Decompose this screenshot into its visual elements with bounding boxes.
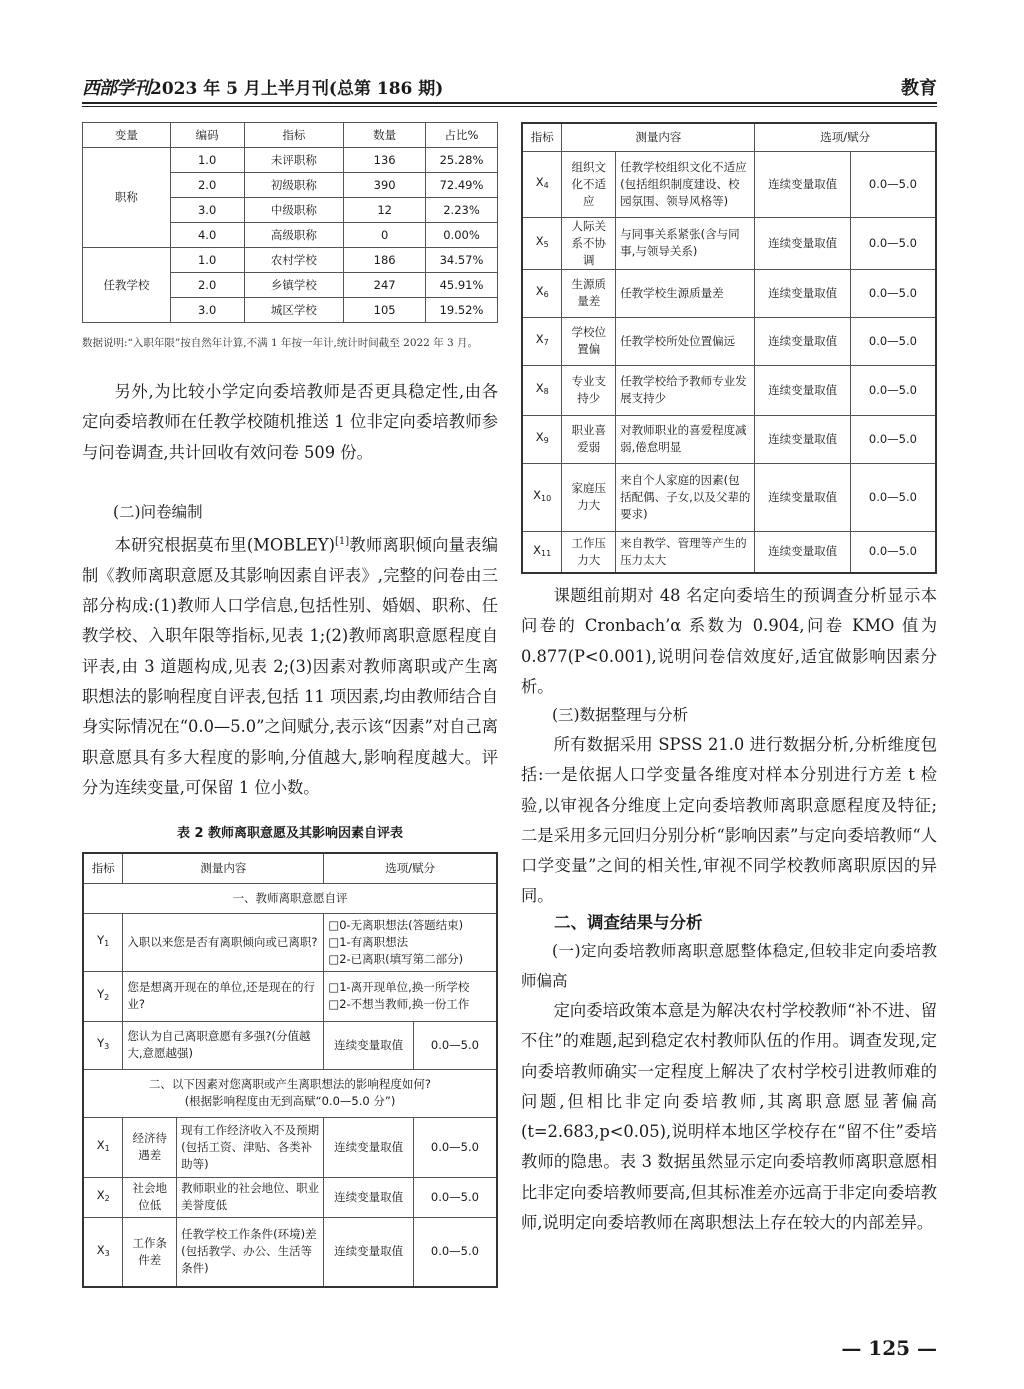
table-row — [83, 248, 498, 273]
indicator-sub: 8 — [543, 387, 549, 396]
factor-name-cell: 组织文化不适应 — [562, 151, 616, 217]
option-type-cell: 连续变量取值 — [324, 1021, 414, 1069]
range-cell: 0.0—5.0 — [413, 1177, 497, 1217]
option-type-cell: 连续变量取值 — [755, 463, 850, 531]
paragraph: 课题组前期对 48 名定向委培生的预调查分析显示本问卷的 Cronbach’α 系数为 0.904,问卷 KMO 值为 0.877(P<0.001),说明问卷信效度好,适宜做影响因素分析。 — [521, 586, 937, 696]
header-cell: 变量 — [83, 123, 171, 148]
indicator-cell — [522, 531, 562, 573]
section-line: (根据影响程度由无到高赋“0.0—5.0 分”) — [184, 1094, 396, 1108]
section-title — [83, 1069, 497, 1117]
running-header — [82, 74, 937, 102]
indicator-sub: 7 — [543, 338, 549, 347]
pct-cell: 2.23% — [426, 198, 498, 223]
range-cell: 0.0—5.0 — [850, 415, 936, 463]
factor-name-cell: 工作条件差 — [123, 1217, 177, 1287]
content-cell: 任教学校工作条件(环境)差(包括教学、办公、生活等条件) — [177, 1217, 324, 1287]
pct-cell: 45.91% — [426, 273, 498, 298]
pct-cell: 25.28% — [426, 148, 498, 173]
option-type-cell: 连续变量取值 — [755, 415, 850, 463]
count-cell: 12 — [344, 198, 426, 223]
content-cell: 来自教学、管理等产生的压力太大 — [616, 531, 755, 573]
indicator-sub: 4 — [543, 181, 549, 190]
option-type-cell: 连续变量取值 — [324, 1177, 414, 1217]
range-cell: 0.0—5.0 — [413, 1217, 497, 1287]
label-cell: 乡镇学校 — [244, 273, 344, 298]
table-header-row — [83, 853, 497, 883]
content-cell: 任教学校给予教师专业发展支持少 — [616, 365, 755, 415]
indicator-sub: 2 — [104, 1194, 110, 1203]
group-cell: 任教学校 — [83, 248, 171, 323]
indicator-sub: 1 — [104, 939, 110, 948]
range-cell: 0.0—5.0 — [850, 463, 936, 531]
label-cell: 农村学校 — [244, 248, 344, 273]
option-type-cell: 连续变量取值 — [755, 365, 850, 415]
group-cell: 职称 — [83, 148, 171, 248]
count-cell: 0 — [344, 223, 426, 248]
header-cell: 指标 — [83, 853, 123, 883]
count-cell: 186 — [344, 248, 426, 273]
pct-cell: 72.49% — [426, 173, 498, 198]
indicator-cell — [522, 415, 562, 463]
option: □2-已离职(填写第二部分) — [328, 951, 464, 966]
paragraph: 定向委培政策本意是为解决农村学校教师“补不进、留不住”的难题,起到稳定农村教师队伍的作用。调查发现,定向委培教师确实一定程度上解决了农村学校引进教师难的问题,但相比非定向委培教师,其离职意愿显著偏高(t=2.683,p<0.05),说明样本地区学校存在“留不住”委培教师的隐患。表 3 数据虽然显示定向委培教师离职意愿相比非定向委培教师要高,但其标准差亦远高于非定向委培教师,说明定向委培教师在离职想法上存在较大的内部差异。 — [521, 1001, 937, 1233]
indicator-id: X — [535, 332, 544, 346]
label-cell: 初级职称 — [244, 173, 344, 198]
code-cell: 4.0 — [170, 223, 244, 248]
table-header-row — [83, 123, 498, 148]
content-cell: 任教学校生源质量差 — [616, 269, 755, 317]
factor-name-cell: 生源质量差 — [562, 269, 616, 317]
subsection-heading: (一)定向委培教师离职意愿整体稳定,但较非定向委培教师偏高 — [521, 942, 937, 990]
table-row — [522, 217, 936, 269]
option: □1-离开现单位,换一所学校 — [328, 980, 470, 994]
range-cell: 0.0—5.0 — [413, 1021, 497, 1069]
option-type-cell: 连续变量取值 — [755, 317, 850, 365]
table-row — [522, 415, 936, 463]
paragraph: 另外,为比较小学定向委培教师是否更具稳定性,由各定向委培教师在任教学校随机推送 1 位非定向委培教师参与问卷调查,共计回收有效问卷 509 份。 — [82, 382, 498, 462]
table-1 — [82, 122, 498, 323]
factor-name-cell: 经济待遇差 — [123, 1117, 177, 1177]
indicator-sub: 9 — [543, 436, 549, 445]
header-cell: 测量内容 — [562, 123, 755, 151]
header-cell: 指标 — [244, 123, 344, 148]
section-line: 二、以下因素对您离职或产生离职想法的影响程度如何? — [148, 1077, 432, 1091]
header-cell: 测量内容 — [123, 853, 324, 883]
pct-cell: 0.00% — [426, 223, 498, 248]
indicator-sub: 1 — [104, 1144, 110, 1153]
table-row — [83, 971, 497, 1021]
content-cell: 现有工作经济收入不及预期(包括工资、津贴、各类补助等) — [177, 1117, 324, 1177]
indicator-id: X — [535, 175, 544, 189]
content-cell: 任教学校所处位置偏远 — [616, 317, 755, 365]
header-cell: 数量 — [344, 123, 426, 148]
indicator-cell — [83, 1117, 123, 1177]
indicator-id: X — [535, 381, 544, 395]
indicator-cell — [522, 365, 562, 415]
page-number: — 125 — — [841, 1336, 937, 1360]
table-row — [83, 913, 497, 971]
section-heading: 二、调查结果与分析 — [554, 913, 703, 932]
options-cell — [324, 971, 497, 1021]
citation: [1] — [335, 536, 350, 547]
content-cell: 对教师职业的喜爱程度减弱,倦怠明显 — [616, 415, 755, 463]
indicator-cell — [83, 1217, 123, 1287]
issue-info: 2023 年 5 月上半月刊(总第 186 期) — [150, 79, 444, 99]
table-row — [83, 1177, 497, 1217]
header-cell: 选项/赋分 — [755, 123, 936, 151]
option-type-cell: 连续变量取值 — [755, 217, 850, 269]
indicator-sub: 6 — [543, 290, 549, 299]
range-cell: 0.0—5.0 — [850, 217, 936, 269]
factor-name-cell: 学校位置偏 — [562, 317, 616, 365]
code-cell: 3.0 — [170, 298, 244, 323]
indicator-sub: 10 — [541, 494, 552, 503]
option-type-cell: 连续变量取值 — [324, 1117, 414, 1177]
count-cell: 390 — [344, 173, 426, 198]
section-row — [83, 883, 497, 913]
factor-name-cell: 家庭压力大 — [562, 463, 616, 531]
option: □0-无离职想法(答题结束) — [328, 917, 464, 932]
paragraph-text: 教师离职倾向量表编制《教师离职意愿及其影响因素自评表》,完整的问卷由三部分构成:(1)教师人口学信息,包括性别、婚姻、职称、任教学校、入职年限等指标,见表 1;(2)教师离职意愿程度自评表,由 3 道题构成,见表 2;(3)因素对教师离职或产生离职想法的影响程度自评表,包括 11 项因素,均由教师结合自身实际情况在“0.0—5.0”之间赋分,表示该“因素”对自己离职意愿具有多大程度的影响,分值越大,影响程度越大。评分为连续变量,可保留 1 位小数。 — [82, 535, 498, 797]
code-cell: 2.0 — [170, 273, 244, 298]
range-cell: 0.0—5.0 — [850, 317, 936, 365]
pct-cell: 34.57% — [426, 248, 498, 273]
range-cell: 0.0—5.0 — [850, 269, 936, 317]
code-cell: 2.0 — [170, 173, 244, 198]
option-type-cell: 连续变量取值 — [755, 531, 850, 573]
indicator-id: X — [535, 284, 544, 298]
label-cell: 城区学校 — [244, 298, 344, 323]
subsection-heading: (二)问卷编制 — [113, 503, 203, 521]
section-title: 一、教师离职意愿自评 — [83, 883, 497, 913]
label-cell: 中级职称 — [244, 198, 344, 223]
content-cell: 教师职业的社会地位、职业美誉度低 — [177, 1177, 324, 1217]
range-cell: 0.0—5.0 — [850, 531, 936, 573]
option: □1-有离职想法 — [328, 934, 409, 949]
range-cell: 0.0—5.0 — [850, 365, 936, 415]
indicator-cell — [522, 463, 562, 531]
factor-name-cell: 工作压力大 — [562, 531, 616, 573]
table-row — [522, 269, 936, 317]
content-cell: 您认为自己离职意愿有多强?(分值越大,意愿越强) — [123, 1021, 324, 1069]
paragraph — [82, 527, 498, 803]
indicator-sub: 3 — [104, 1248, 110, 1258]
indicator-id: Y — [97, 987, 105, 1001]
label-cell: 未评职称 — [244, 148, 344, 173]
range-cell: 0.0—5.0 — [413, 1117, 497, 1177]
section-name: 教育 — [901, 78, 937, 99]
indicator-id: Y — [97, 933, 105, 947]
option-type-cell: 连续变量取值 — [755, 269, 850, 317]
factor-name-cell: 职业喜爱弱 — [562, 415, 616, 463]
table-row — [83, 1021, 497, 1069]
indicator-id: X — [96, 1138, 105, 1152]
indicator-cell — [83, 1021, 123, 1069]
option-type-cell: 连续变量取值 — [755, 151, 850, 217]
header-rule — [82, 102, 937, 104]
table-2 — [82, 852, 498, 1288]
indicator-cell — [83, 913, 123, 971]
pct-cell: 19.52% — [426, 298, 498, 323]
subsection-heading: (三)数据整理与分析 — [552, 706, 689, 724]
count-cell: 105 — [344, 298, 426, 323]
table-row — [83, 1217, 497, 1287]
count-cell: 136 — [344, 148, 426, 173]
indicator-id: X — [535, 234, 544, 248]
table-body — [522, 151, 936, 573]
paragraph: 所有数据采用 SPSS 21.0 进行数据分析,分析维度包括:一是依据人口学变量各维度对样本分别进行方差 t 检验,以审视各分维度上定向委培教师离职意愿程度及特征;二是采用多元回归分别分析“影响因素”与定向委培教师“人口学变量”之间的相关性,审视不同学校教师离职原因的异同。 — [521, 735, 937, 906]
header-cell: 指标 — [522, 123, 562, 151]
table-row — [83, 1117, 497, 1177]
table-row — [522, 317, 936, 365]
indicator-cell — [83, 1177, 123, 1217]
indicator-id: X — [96, 1242, 105, 1257]
content-cell: 入职以来您是否有离职倾向或已离职? — [123, 913, 324, 971]
header-rule-thin — [82, 106, 937, 107]
indicator-id: X — [96, 1188, 105, 1202]
factor-name-cell: 专业支持少 — [562, 365, 616, 415]
indicator-sub: 3 — [104, 1042, 110, 1051]
factor-name-cell: 社会地位低 — [123, 1177, 177, 1217]
options-cell — [324, 913, 497, 971]
indicator-cell — [83, 971, 123, 1021]
indicator-cell — [522, 217, 562, 269]
table-row — [522, 531, 936, 573]
indicator-id: X — [535, 430, 544, 444]
option-type-cell: 连续变量取值 — [324, 1217, 414, 1287]
range-cell: 0.0—5.0 — [850, 151, 936, 217]
code-cell: 1.0 — [170, 248, 244, 273]
indicator-sub: 11 — [541, 548, 552, 558]
header-cell: 编码 — [170, 123, 244, 148]
factor-name-cell: 人际关系不协调 — [562, 217, 616, 269]
code-cell: 3.0 — [170, 198, 244, 223]
table-note: 数据说明:“入职年限”按自然年计算,不满 1 年按一年计,统计时间截至 2022 年 3 月。 — [82, 337, 479, 349]
code-cell: 1.0 — [170, 148, 244, 173]
table-row — [522, 463, 936, 531]
content-cell: 您是想离开现在的单位,还是现在的行业? — [123, 971, 324, 1021]
table-row — [83, 148, 498, 173]
option: □2-不想当教师,换一份工作 — [328, 997, 470, 1011]
content-cell: 与同事关系紧张(含与同事,与领导关系) — [616, 217, 755, 269]
label-cell: 高级职称 — [244, 223, 344, 248]
content-cell: 任教学校组织文化不适应(包括组织制度建设、校园氛围、领导风格等) — [616, 151, 755, 217]
header-cell: 选项/赋分 — [324, 853, 497, 883]
indicator-sub: 2 — [104, 993, 110, 1002]
indicator-id: X — [533, 488, 542, 502]
indicator-sub: 5 — [543, 240, 549, 249]
count-cell: 247 — [344, 273, 426, 298]
paragraph-text: 本研究根据莫布里(MOBLEY) — [114, 535, 335, 555]
table-2-caption: 表 2 教师离职意愿及其影响因素自评表 — [176, 826, 404, 841]
journal-logo: 西部学刊 — [82, 78, 150, 99]
table-row — [522, 365, 936, 415]
indicator-id: X — [533, 542, 542, 557]
header-cell: 占比% — [426, 123, 498, 148]
table-2-continued — [521, 122, 937, 574]
indicator-cell — [522, 317, 562, 365]
content-cell: 来自个人家庭的因素(包括配偶、子女,以及父辈的要求) — [616, 463, 755, 531]
indicator-id: Y — [97, 1036, 105, 1050]
section-row — [83, 1069, 497, 1117]
table-header-row — [522, 123, 936, 151]
header-left — [82, 74, 443, 100]
table-row — [522, 151, 936, 217]
indicator-cell — [522, 269, 562, 317]
indicator-cell — [522, 151, 562, 217]
